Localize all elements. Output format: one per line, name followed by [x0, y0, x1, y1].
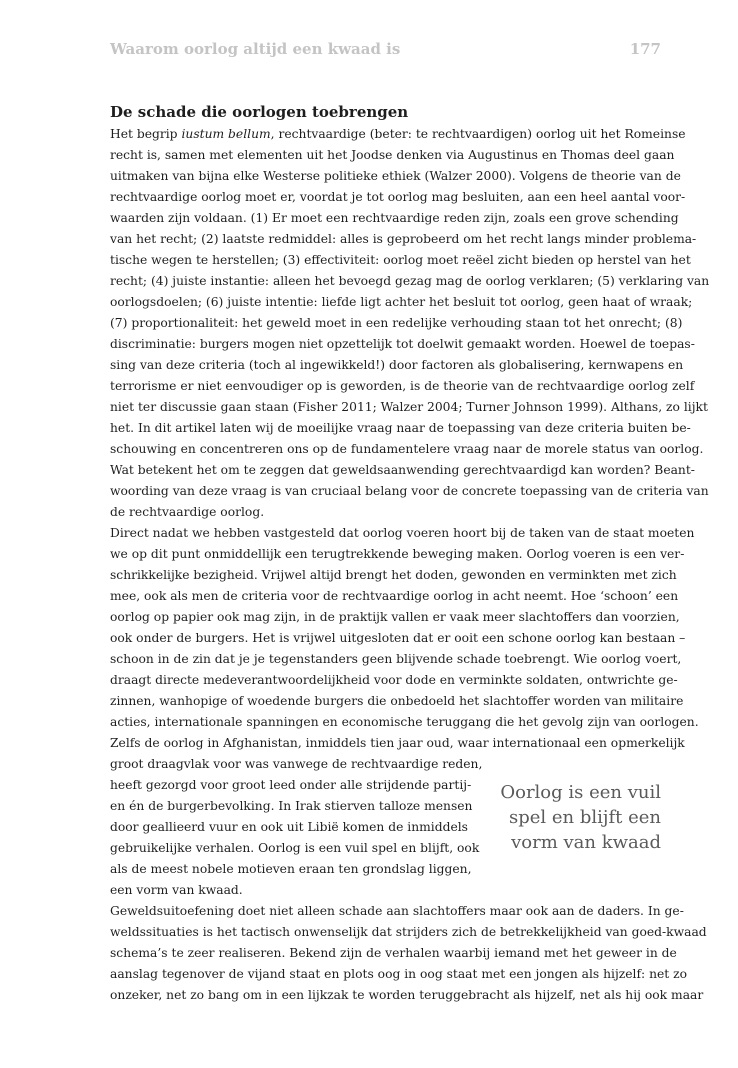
body-line: uitmaken van bijna elke Westerse politieke ethiek (Walzer 2000). Volgens de theorie van de	[110, 169, 681, 183]
body-line: onzeker, net zo bang om in een lijkzak te worden teruggebracht als hijzelf, net als hij ook maar	[110, 988, 704, 1002]
section-heading: De schade die oorlogen toebrengen	[110, 103, 409, 121]
body-line: we op dit punt onmiddellijk een terugtrekkende beweging maken. Oorlog voeren is een ver-	[110, 547, 685, 561]
body-line: Direct nadat we hebben vastgesteld dat oorlog voeren hoort bij de taken van de staat moeten	[110, 526, 695, 540]
body-line: Geweldsuitoefening doet niet alleen schade aan slachtoffers maar ook aan de daders. In ge-	[110, 904, 684, 918]
body-line: (7) proportionaliteit: het geweld moet in een redelijke verhouding staan tot het onrecht; (8)	[110, 316, 683, 330]
body-line: van het recht; (2) laatste redmiddel: alles is geprobeerd om het recht langs minder problema-	[110, 232, 697, 246]
body-line: weldssituaties is het tactisch onwenselijk dat strijders zich de betrekkelijkheid van goed-kwaad	[110, 925, 707, 939]
body-line: draagt directe medeverantwoordelijkheid voor dode en verminkte soldaten, ontwrichte ge-	[110, 673, 678, 687]
body-line	[110, 124, 686, 144]
pull-quote-line: spel en blijft een	[509, 807, 661, 828]
body-line: schoon in de zin dat je je tegenstanders geen blijvende schade toebrengt. Wie oorlog voert,	[110, 652, 682, 666]
running-title: Waarom oorlog altijd een kwaad is	[110, 40, 401, 58]
body-line: discriminatie: burgers mogen niet opzettelijk tot doelwit gemaakt worden. Hoewel de toepas-	[110, 337, 695, 351]
body-line: acties, internationale spanningen en economische teruggang die het gevolg zijn van oorlogen.	[110, 715, 699, 729]
body-line: oorlogsdoelen; (6) juiste intentie: liefde ligt achter het besluit tot oorlog, geen haat of wraak;	[110, 295, 693, 309]
body-line: als de meest nobele motieven eraan ten grondslag liggen,	[110, 862, 472, 876]
page-number: 177	[629, 40, 661, 58]
body-line: Zelfs de oorlog in Afghanistan, inmiddels tien jaar oud, waar internationaal een opmerkelijk	[110, 736, 685, 750]
body-line: schema’s te zeer realiseren. Bekend zijn de verhalen waarbij iemand met het geweer in de	[110, 946, 677, 960]
body-line: ook onder de burgers. Het is vrijwel uitgesloten dat er ooit een schone oorlog kan bestaan –	[110, 631, 686, 645]
body-line: terrorisme er niet eenvoudiger op is geworden, is de theorie van de rechtvaardige oorlog zelf	[110, 379, 695, 393]
body-line: mee, ook als men de criteria voor de rechtvaardige oorlog in acht neemt. Hoe ‘schoon’ een	[110, 589, 679, 603]
body-line: oorlog op papier ook mag zijn, in de praktijk vallen er vaak meer slachtoffers dan voorzien,	[110, 610, 680, 624]
body-line: groot draagvlak voor was vanwege de rechtvaardige reden,	[110, 757, 483, 771]
body-line: recht; (4) juiste instantie: alleen het bevoegd gezag mag de oorlog verklaren; (5) verklaring van	[110, 274, 710, 288]
pull-quote	[470, 780, 661, 855]
body-line: tische wegen te herstellen; (3) effectiviteit: oorlog moet reëel zicht bieden op herstel van het	[110, 253, 691, 267]
pull-quote-line: vorm van kwaad	[511, 832, 661, 853]
body-line: Wat betekent het om te zeggen dat geweldsaanwending gerechtvaardigd kan worden? Beant-	[110, 463, 695, 477]
body-line: schrikkelijke bezigheid. Vrijwel altijd brengt het doden, gewonden en verminkten met zich	[110, 568, 677, 582]
body-line: een vorm van kwaad.	[110, 883, 243, 897]
body-line: waarden zijn voldaan. (1) Er moet een rechtvaardige reden zijn, zoals een grove schending	[110, 211, 679, 225]
body-line: en én de burgerbevolking. In Irak stierven talloze mensen	[110, 799, 473, 813]
body-line: de rechtvaardige oorlog.	[110, 505, 265, 519]
line-prefix: Het begrip	[110, 127, 182, 141]
latin-term: iustum bellum	[181, 127, 271, 141]
line-rest: , rechtvaardige (beter: te rechtvaardigen) oorlog uit het Romeinse	[270, 127, 686, 141]
body-line: zinnen, wanhopige of woedende burgers die onbedoeld het slachtoffer worden van militaire	[110, 694, 684, 708]
body-line: rechtvaardige oorlog moet er, voordat je tot oorlog mag besluiten, aan een heel aantal voor-	[110, 190, 686, 204]
body-line: gebruikelijke verhalen. Oorlog is een vuil spel en blijft, ook	[110, 841, 480, 855]
body-line: het. In dit artikel laten wij de moeilijke vraag naar de toepassing van deze criteria buiten be-	[110, 421, 691, 435]
body-line: niet ter discussie gaan staan (Fisher 2011; Walzer 2004; Turner Johnson 1999). Althans, zo lijkt	[110, 400, 708, 414]
body-line: heeft gezorgd voor groot leed onder alle strijdende partij-	[110, 778, 472, 792]
body-line: sing van deze criteria (toch al ingewikkeld!) door factoren als globalisering, kernwapens en	[110, 358, 684, 372]
body-line: woording van deze vraag is van cruciaal belang voor de concrete toepassing van de criteria van	[110, 484, 709, 498]
pull-quote-line: Oorlog is een vuil	[500, 782, 661, 803]
body-line: aanslag tegenover de vijand staat en plots oog in oog staat met een jongen als hijzelf: net zo	[110, 967, 688, 981]
body-line: recht is, samen met elementen uit het Joodse denken via Augustinus en Thomas deel gaan	[110, 148, 675, 162]
body-line: schouwing en concentreren ons op de fundamentelere vraag naar de morele status van oorlog.	[110, 442, 704, 456]
body-line: door geallieerd vuur en ook uit Libië komen de inmiddels	[110, 820, 468, 834]
